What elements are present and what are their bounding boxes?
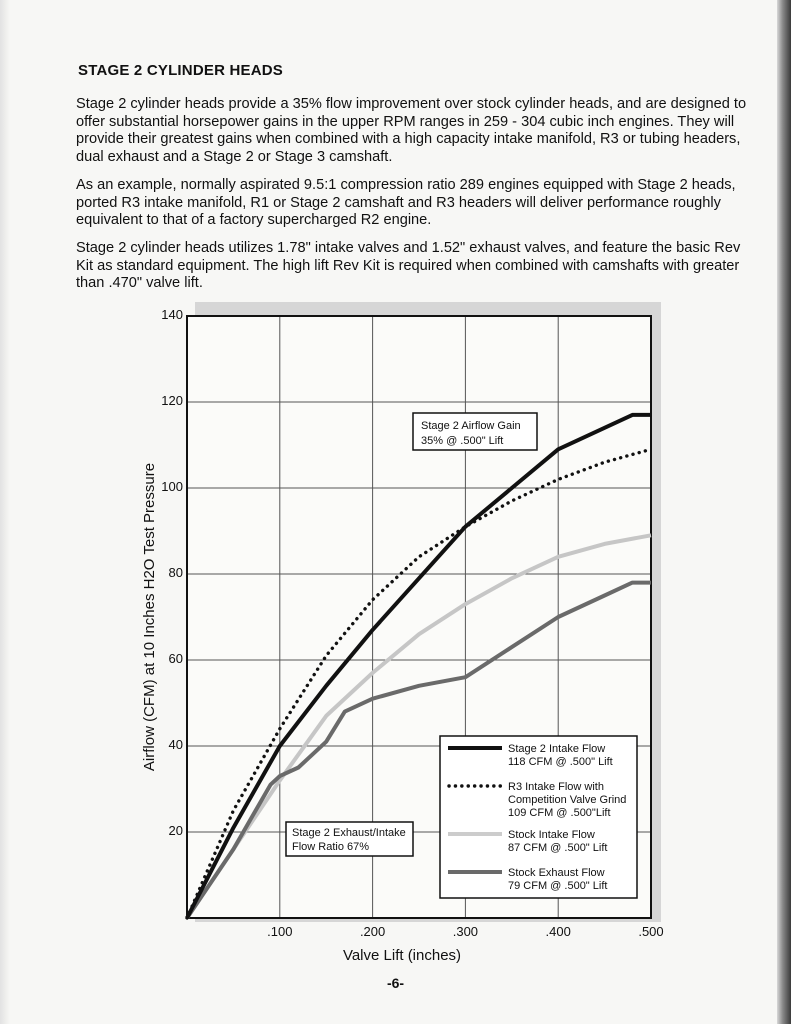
paragraph-example: As an example, normally aspirated 9.5:1 compression ratio 289 engines equipped with Stage 2 heads, ported R3 intake manifold, R1 or Stage 2 camshaft and R3 headers will deliver performance roughly equivalent to that of a factory supercharged R2 engine. [76, 177, 736, 228]
paragraph-valves: Stage 2 cylinder heads utilizes 1.78" intake valves and 1.52" exhaust valves, and feature the basic Rev Kit as standard equipment. The high lift Rev Kit is required when combined with camshafts with greater than .470" valve lift. [76, 240, 741, 291]
y-tick-label: 80 [168, 565, 183, 580]
y-tick-label: 140 [161, 307, 183, 322]
section-heading: STAGE 2 CYLINDER HEADS [78, 62, 283, 79]
legend-value-stock-exhaust: 79 CFM @ .500" Lift [508, 880, 608, 892]
legend-label-r3-valve-grind: Competition Valve Grind [508, 794, 627, 806]
y-tick-label: 20 [168, 823, 183, 838]
x-tick-label: .400 [545, 924, 571, 939]
legend-value-stage2-intake: 118 CFM @ .500" Lift [508, 756, 613, 768]
legend-label-stock-intake: Stock Intake Flow [508, 829, 595, 841]
legend-value-stock-intake: 87 CFM @ .500" Lift [508, 842, 608, 854]
x-tick-label: .300 [452, 924, 479, 939]
annotation-airflow-gain-line1: Stage 2 Airflow Gain [421, 420, 521, 432]
annotation-flow-ratio-line1: Stage 2 Exhaust/Intake [292, 827, 406, 839]
page-number: -6- [386, 975, 405, 991]
annotation-airflow-gain [413, 413, 537, 450]
x-tick-label: .500 [638, 924, 664, 939]
y-tick-label: 120 [161, 393, 183, 408]
x-tick-label: .200 [359, 924, 386, 939]
legend [440, 736, 637, 898]
y-tick-label: 100 [161, 479, 183, 494]
x-axis-label: Valve Lift (inches) [342, 947, 462, 964]
y-tick-label: 40 [168, 737, 183, 752]
y-axis-label: Airflow (CFM) at 10 Inches H2O Test Pressure [141, 462, 158, 772]
y-tick-label: 60 [168, 651, 183, 666]
annotation-flow-ratio-line2: Flow Ratio 67% [292, 841, 370, 853]
x-tick-label: .100 [267, 924, 293, 939]
legend-label-stage2-intake: Stage 2 Intake Flow [508, 743, 606, 755]
annotation-flow-ratio [286, 822, 413, 856]
paragraph-intro: Stage 2 cylinder heads provide a 35% flow improvement over stock cylinder heads, and are designed to offer substantial horsepower gains in the upper RPM ranges in 259 - 304 cubic inch engines. They will provide their greatest gains when combined with a high capacity intake manifold, R3 or tubing headers, dual exhaust and a Stage 2 or Stage 3 camshaft. [76, 96, 747, 165]
legend-label-r3-intake: R3 Intake Flow with [508, 781, 604, 793]
legend-value-r3-intake: 109 CFM @ .500"Lift [508, 807, 611, 819]
annotation-airflow-gain-line2: 35% @ .500" Lift [421, 435, 504, 447]
legend-label-stock-exhaust: Stock Exhaust Flow [508, 867, 605, 879]
